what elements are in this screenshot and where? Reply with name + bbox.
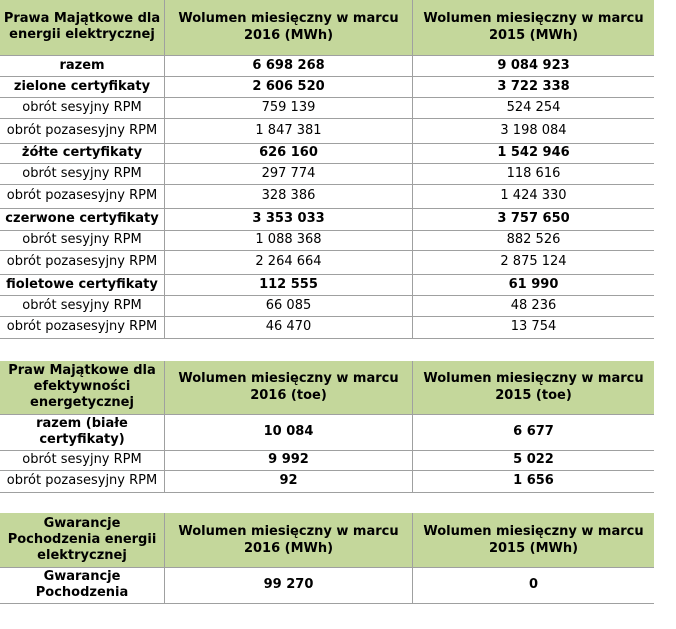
value-2015: 13 754 (413, 316, 655, 338)
value-2016: 6 698 268 (165, 55, 413, 76)
value-2016: 66 085 (165, 295, 413, 316)
value-2015: 3 198 084 (413, 118, 655, 143)
row-label: obrót sesyjny RPM (0, 97, 165, 118)
row-label: czerwone certyfikaty (0, 208, 165, 230)
value-2016: 92 (165, 470, 413, 492)
header-cell-2016: Wolumen miesięczny w marcu 2016 (toe) (165, 361, 413, 414)
table-row (0, 567, 654, 603)
header-cell-2015: Wolumen miesięczny w marcu 2015 (MWh) (413, 513, 655, 567)
row-label: żółte certyfikaty (0, 143, 165, 163)
value-2015: 524 254 (413, 97, 655, 118)
table-row (0, 184, 654, 208)
row-label: obrót sesyjny RPM (0, 230, 165, 250)
table-row (0, 450, 654, 470)
table-header-row (0, 361, 654, 414)
value-2016: 3 353 033 (165, 208, 413, 230)
value-2015: 5 022 (413, 450, 655, 470)
row-label: obrót pozasesyjny RPM (0, 184, 165, 208)
table-row (0, 316, 654, 338)
value-2016: 112 555 (165, 274, 413, 295)
row-label: obrót pozasesyjny RPM (0, 316, 165, 338)
table-row (0, 295, 654, 316)
header-cell-2016: Wolumen miesięczny w marcu 2016 (MWh) (165, 0, 413, 55)
value-2015: 882 526 (413, 230, 655, 250)
row-label: obrót pozasesyjny RPM (0, 470, 165, 492)
row-label: razem (0, 55, 165, 76)
value-2015: 3 757 650 (413, 208, 655, 230)
value-2015: 1 424 330 (413, 184, 655, 208)
row-label: razem (białe certyfikaty) (0, 414, 165, 450)
table-row (0, 230, 654, 250)
value-2016: 1 847 381 (165, 118, 413, 143)
table-row (0, 76, 654, 97)
table-row (0, 208, 654, 230)
header-cell-category: Prawa Majątkowe dla energii elektrycznej (0, 0, 165, 55)
table-row (0, 163, 654, 184)
table-row (0, 55, 654, 76)
row-label: fioletowe certyfikaty (0, 274, 165, 295)
table-header-row (0, 513, 654, 567)
value-2015: 1 656 (413, 470, 655, 492)
value-2016: 46 470 (165, 316, 413, 338)
table-row (0, 97, 654, 118)
row-label: obrót pozasesyjny RPM (0, 118, 165, 143)
row-label: obrót sesyjny RPM (0, 295, 165, 316)
table-row (0, 414, 654, 450)
value-2015: 2 875 124 (413, 250, 655, 274)
value-2016: 328 386 (165, 184, 413, 208)
energy-efficiency-rights-table (0, 361, 654, 493)
header-cell-category: Praw Majątkowe dla efektywności energetycznej (0, 361, 165, 414)
value-2015: 61 990 (413, 274, 655, 295)
row-label: Gwarancje Pochodzenia (0, 567, 165, 603)
value-2015: 9 084 923 (413, 55, 655, 76)
table-row (0, 118, 654, 143)
value-2015: 3 722 338 (413, 76, 655, 97)
table-row (0, 470, 654, 492)
header-cell-2016: Wolumen miesięczny w marcu 2016 (MWh) (165, 513, 413, 567)
value-2016: 10 084 (165, 414, 413, 450)
value-2016: 759 139 (165, 97, 413, 118)
value-2016: 1 088 368 (165, 230, 413, 250)
value-2015: 118 616 (413, 163, 655, 184)
value-2015: 6 677 (413, 414, 655, 450)
row-label: obrót pozasesyjny RPM (0, 250, 165, 274)
value-2016: 626 160 (165, 143, 413, 163)
header-cell-2015: Wolumen miesięczny w marcu 2015 (MWh) (413, 0, 655, 55)
value-2015: 1 542 946 (413, 143, 655, 163)
table-row (0, 274, 654, 295)
value-2015: 48 236 (413, 295, 655, 316)
value-2016: 297 774 (165, 163, 413, 184)
table-row (0, 250, 654, 274)
value-2016: 9 992 (165, 450, 413, 470)
value-2016: 2 264 664 (165, 250, 413, 274)
guarantees-of-origin-table (0, 513, 654, 604)
value-2016: 99 270 (165, 567, 413, 603)
row-label: obrót sesyjny RPM (0, 163, 165, 184)
table-header-row (0, 0, 654, 55)
value-2016: 2 606 520 (165, 76, 413, 97)
row-label: zielone certyfikaty (0, 76, 165, 97)
value-2015: 0 (413, 567, 655, 603)
header-cell-category: Gwarancje Pochodzenia energii elektrycznej (0, 513, 165, 567)
table-row (0, 143, 654, 163)
header-cell-2015: Wolumen miesięczny w marcu 2015 (toe) (413, 361, 655, 414)
row-label: obrót sesyjny RPM (0, 450, 165, 470)
